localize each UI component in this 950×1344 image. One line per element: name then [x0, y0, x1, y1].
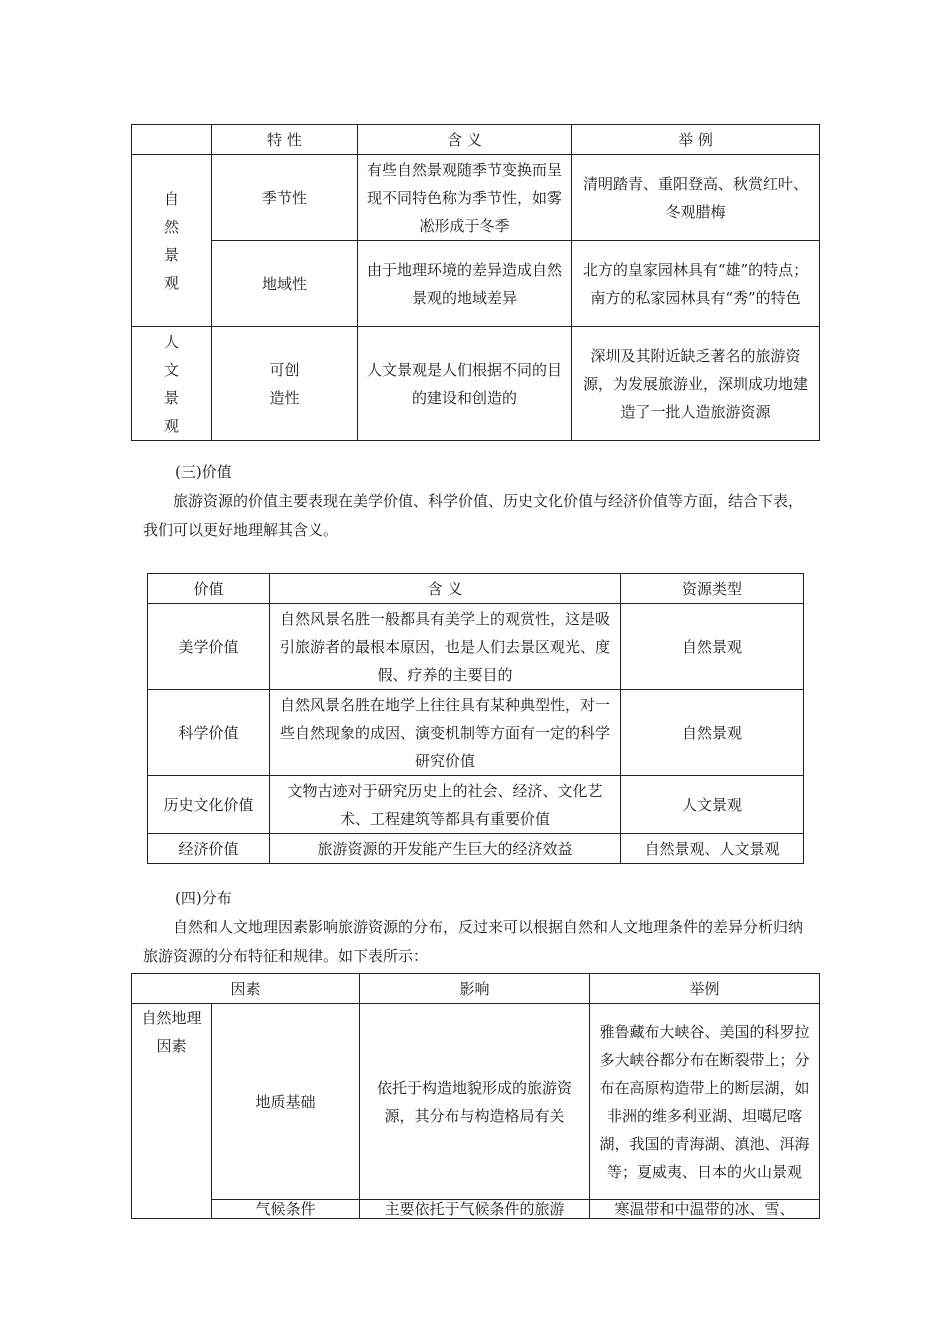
factor-cell: 气候条件: [212, 1200, 360, 1219]
value-cell: 美学价值: [148, 604, 270, 690]
header-cell: 价值: [148, 574, 270, 604]
table-row: [148, 776, 804, 834]
meaning-cell: 由于地理环境的差异造成自然景观的地域差异: [358, 241, 572, 327]
header-cell: 资源类型: [621, 574, 804, 604]
section-heading: (三)价值: [175, 463, 232, 481]
table-header-row: [132, 125, 820, 155]
value-cell: 经济价值: [148, 834, 270, 864]
example-cell: 北方的皇家园林具有“雄”的特点；南方的私家园林具有“秀”的特色: [572, 241, 820, 327]
example-cell: 寒温带和中温带的冰、雪、: [590, 1200, 820, 1219]
influence-cell: 主要依托于气候条件的旅游: [360, 1200, 590, 1219]
meaning-cell: 自然风景名胜一般都具有美学上的观赏性，这是吸引旅游者的最根本原因，也是人们去景区观光、度假、疗养的主要目的: [270, 604, 621, 690]
meaning-cell: 文物古迹对于研究历史上的社会、经济、文化艺术、工程建筑等都具有重要价值: [270, 776, 621, 834]
distribution-table: [131, 973, 820, 1219]
section-paragraph: 旅游资源的价值主要表现在美学价值、科学价值、历史文化价值与经济价值等方面，结合下表，我们可以更好地理解其含义。: [143, 492, 804, 539]
meaning-cell: 旅游资源的开发能产生巨大的经济效益: [270, 834, 621, 864]
section-paragraph: 自然和人文地理因素影响旅游资源的分布，反过来可以根据自然和人文地理条件的差异分析归纳旅游资源的分布特征和规律。如下表所示：: [143, 918, 804, 965]
group-natural-geo-factors: 自然地理因素: [132, 1004, 212, 1219]
value-table: [147, 573, 804, 864]
table-header-row: [132, 974, 820, 1004]
table-row: [148, 604, 804, 690]
header-cell: 举 例: [572, 125, 820, 155]
type-cell: 人文景观: [621, 776, 804, 834]
table-row: [132, 241, 820, 327]
meaning-cell: 有些自然景观随季节变换而呈现不同特色称为季节性，如雾凇形成于冬季: [358, 155, 572, 241]
table-row: [132, 155, 820, 241]
header-cell: [132, 125, 212, 155]
type-cell: 自然景观: [621, 690, 804, 776]
header-cell: 举例: [590, 974, 820, 1004]
type-cell: 自然景观: [621, 604, 804, 690]
section-heading: (四)分布: [175, 889, 232, 907]
header-cell: 影响: [360, 974, 590, 1004]
landscape-features-table: [131, 124, 820, 441]
table-row: [132, 1004, 820, 1200]
header-cell: 特 性: [212, 125, 358, 155]
meaning-cell: 自然风景名胜在地学上往往具有某种典型性，对一些自然现象的成因、演变机制等方面有一定的科学研究价值: [270, 690, 621, 776]
meaning-cell: 人文景观是人们根据不同的目的建设和创造的: [358, 327, 572, 441]
header-cell: 因素: [132, 974, 360, 1004]
feature-cell: 季节性: [212, 155, 358, 241]
table-row: [132, 1200, 820, 1219]
header-cell: 含 义: [270, 574, 621, 604]
factor-cell: 地质基础: [212, 1004, 360, 1200]
influence-cell: 依托于构造地貌形成的旅游资源，其分布与构造格局有关: [360, 1004, 590, 1200]
value-cell: 科学价值: [148, 690, 270, 776]
group-natural-landscape: 自 然 景 观: [132, 155, 212, 327]
table-row: [148, 834, 804, 864]
example-cell: 清明踏青、重阳登高、秋赏红叶、冬观腊梅: [572, 155, 820, 241]
table-row: [148, 690, 804, 776]
feature-cell: 地域性: [212, 241, 358, 327]
header-cell: 含 义: [358, 125, 572, 155]
group-human-landscape: 人 文 景 观: [132, 327, 212, 441]
feature-cell: 可创 造性: [212, 327, 358, 441]
table-header-row: [148, 574, 804, 604]
example-cell: 深圳及其附近缺乏著名的旅游资源，为发展旅游业，深圳成功地建造了一批人造旅游资源: [572, 327, 820, 441]
table-row: [132, 327, 820, 441]
type-cell: 自然景观、人文景观: [621, 834, 804, 864]
value-cell: 历史文化价值: [148, 776, 270, 834]
example-cell: 雅鲁藏布大峡谷、美国的科罗拉多大峡谷都分布在断裂带上；分布在高原构造带上的断层湖，如非洲的维多利亚湖、坦噶尼喀湖，我国的青海湖、滇池、洱海等；夏威夷、日本的火山景观: [590, 1004, 820, 1200]
